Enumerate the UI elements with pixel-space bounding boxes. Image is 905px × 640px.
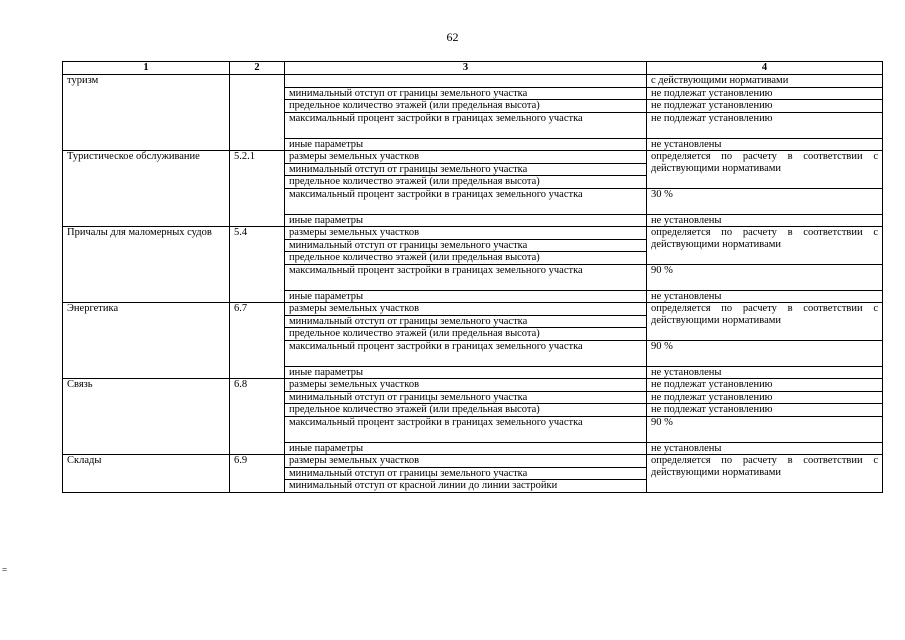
param-cell: минимальный отступ от границы земельного участка xyxy=(285,87,647,100)
param-cell: размеры земельных участков xyxy=(285,455,647,468)
merged-value-cell: определяется по расчету в соответствии с действующими нормативами xyxy=(647,151,883,189)
merged-value-cell: определяется по расчету в соответствии с действующими нормативами xyxy=(647,455,883,493)
param-cell: иные параметры xyxy=(285,366,647,379)
param-cell: максимальный процент застройки в границах земельного участка xyxy=(285,340,647,366)
merged-value-cell: определяется по расчету в соответствии с действующими нормативами xyxy=(647,227,883,265)
value-cell: не подлежат установлению xyxy=(647,112,883,138)
param-cell: размеры земельных участков xyxy=(285,379,647,392)
activity-code: 6.8 xyxy=(230,379,285,455)
page-number: 62 xyxy=(446,30,459,44)
value-cell: не установлены xyxy=(647,366,883,379)
param-cell: предельное количество этажей (или предельная высота) xyxy=(285,328,647,341)
param-cell: предельное количество этажей (или предельная высота) xyxy=(285,100,647,113)
activity-name: Склады xyxy=(63,455,230,493)
activity-name: Энергетика xyxy=(63,303,230,379)
table-row xyxy=(63,455,883,468)
param-cell: максимальный процент застройки в границах земельного участка xyxy=(285,112,647,138)
activity-code: 5.2.1 xyxy=(230,151,285,227)
value-cell: не установлены xyxy=(647,214,883,227)
param-cell: максимальный процент застройки в границах земельного участка xyxy=(285,416,647,442)
value-cell: с действующими нормативами xyxy=(647,75,883,88)
param-cell: размеры земельных участков xyxy=(285,151,647,164)
value-cell: 30 % xyxy=(647,188,883,214)
param-cell: минимальный отступ от границы земельного участка xyxy=(285,467,647,480)
value-cell: не подлежат установлению xyxy=(647,379,883,392)
param-cell: иные параметры xyxy=(285,214,647,227)
side-mark: = xyxy=(2,565,8,575)
value-cell: не подлежат установлению xyxy=(647,391,883,404)
param-cell: предельное количество этажей (или предельная высота) xyxy=(285,252,647,265)
table-row xyxy=(63,227,883,240)
param-cell: предельное количество этажей (или предельная высота) xyxy=(285,404,647,417)
param-cell: иные параметры xyxy=(285,138,647,151)
param-cell: максимальный процент застройки в границах земельного участка xyxy=(285,264,647,290)
param-cell: минимальный отступ от границы земельного участка xyxy=(285,239,647,252)
value-cell: не подлежат установлению xyxy=(647,100,883,113)
activity-name: Туристическое обслуживание xyxy=(63,151,230,227)
regulations-table xyxy=(62,61,883,493)
value-cell: не подлежат установлению xyxy=(647,404,883,417)
table-header-row xyxy=(63,62,883,75)
value-cell: не установлены xyxy=(647,290,883,303)
value-cell: 90 % xyxy=(647,416,883,442)
value-cell: не установлены xyxy=(647,442,883,455)
param-cell: минимальный отступ от границы земельного участка xyxy=(285,315,647,328)
param-cell: размеры земельных участков xyxy=(285,227,647,240)
value-cell: 90 % xyxy=(647,340,883,366)
param-cell: максимальный процент застройки в границах земельного участка xyxy=(285,188,647,214)
column-header-3: 3 xyxy=(285,62,647,75)
column-header-1: 1 xyxy=(63,62,230,75)
param-cell: минимальный отступ от границы земельного участка xyxy=(285,163,647,176)
table-row xyxy=(63,379,883,392)
activity-code: 5.4 xyxy=(230,227,285,303)
activity-code: 6.9 xyxy=(230,455,285,493)
param-cell xyxy=(285,75,647,88)
table-row xyxy=(63,75,883,88)
value-cell: не установлены xyxy=(647,138,883,151)
param-cell: иные параметры xyxy=(285,442,647,455)
activity-code: 6.7 xyxy=(230,303,285,379)
param-cell: минимальный отступ от границы земельного участка xyxy=(285,391,647,404)
merged-value-cell: определяется по расчету в соответствии с действующими нормативами xyxy=(647,303,883,341)
value-cell: не подлежат установлению xyxy=(647,87,883,100)
column-header-4: 4 xyxy=(647,62,883,75)
column-header-2: 2 xyxy=(230,62,285,75)
param-cell: иные параметры xyxy=(285,290,647,303)
table-row xyxy=(63,151,883,164)
table-row xyxy=(63,303,883,316)
activity-name: Связь xyxy=(63,379,230,455)
param-cell: размеры земельных участков xyxy=(285,303,647,316)
param-cell: минимальный отступ от красной линии до линии застройки xyxy=(285,480,647,493)
param-cell: предельное количество этажей (или предельная высота) xyxy=(285,176,647,189)
activity-code xyxy=(230,75,285,151)
activity-name: туризм xyxy=(63,75,230,151)
value-cell: 90 % xyxy=(647,264,883,290)
activity-name: Причалы для маломерных судов xyxy=(63,227,230,303)
